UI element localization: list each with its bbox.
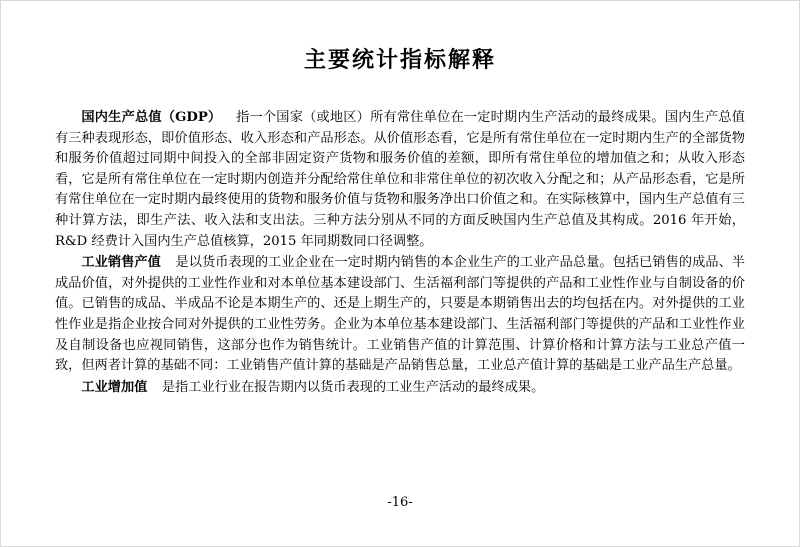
page-title: 主要统计指标解释 [303,47,496,73]
paragraph-industrial-sales-value [55,253,745,377]
paragraph-industrial-added-value [55,378,745,399]
term-industrial-sales-value: 工业销售产值 [81,255,161,271]
term-gdp: 国内生产总值（GDP） [81,110,222,125]
page-number: -16- [387,495,413,510]
paragraph-gdp [55,108,745,252]
paragraph-industrial-sales-value-text: 是以货币表现的工业企业在一定时期内销售的本企业生产的工业产品总量。包括已销售的成品、半成品价值，对外提供的工业性作业和对本单位基本建设部门、生活福利部门等提供的产品和工业性作业与自制设备的价值。已销售的成品、半成品不论是本期生产的、还是上期生产的，只要是本期销售出去的均包括在内。对外提供的工业性作业是指企业按合同对外提供的工业性劳务。企业为本单位基本建设部门、生活福利部门等提供的产品和工业性作业及自制设备也应视同销售，这部分也作为销售统计。工业销售产值的计算范围、计算价格和计算方法与工业总产值一致，但两者计算的基础不同：工业销售产值计算的基础是产品销售总量，工业总产值计算的基础是工业产品生产总量。 [55,255,745,374]
term-industrial-added-value: 工业增加值 [81,379,148,395]
paragraph-industrial-added-value-text: 是指工业行业在报告期内以货币表现的工业生产活动的最终成果。 [161,379,545,395]
paragraph-gdp-text: 指一个国家（或地区）所有常住单位在一定时期内生产活动的最终成果。国内生产总值有三种表现形态，即价值形态、收入形态和产品形态。从价值形态看，它是所有常住单位在一定时期内生产的全部货物和服务价值超过同期中间投入的全部非固定资产货物和服务价值的差额，即所有常住单位的增加值之和；从收入形态看，它是所有常住单位在一定时期内创造并分配给常住单位和非常住单位的初次收入分配之和；从产品形态看，它是所有常住单位在一定时期内最终使用的货物和服务价值与货物和服务净出口价值之和。在实际核算中，国内生产总值有三种计算方法，即生产法、收入法和支出法。三种方法分别从不同的方面反映国内生产总值及其构成。2016 年开始，R&D 经费计入国内生产总值核算，2015 年同期数同口径调整。 [55,110,745,249]
document-body [55,108,745,398]
